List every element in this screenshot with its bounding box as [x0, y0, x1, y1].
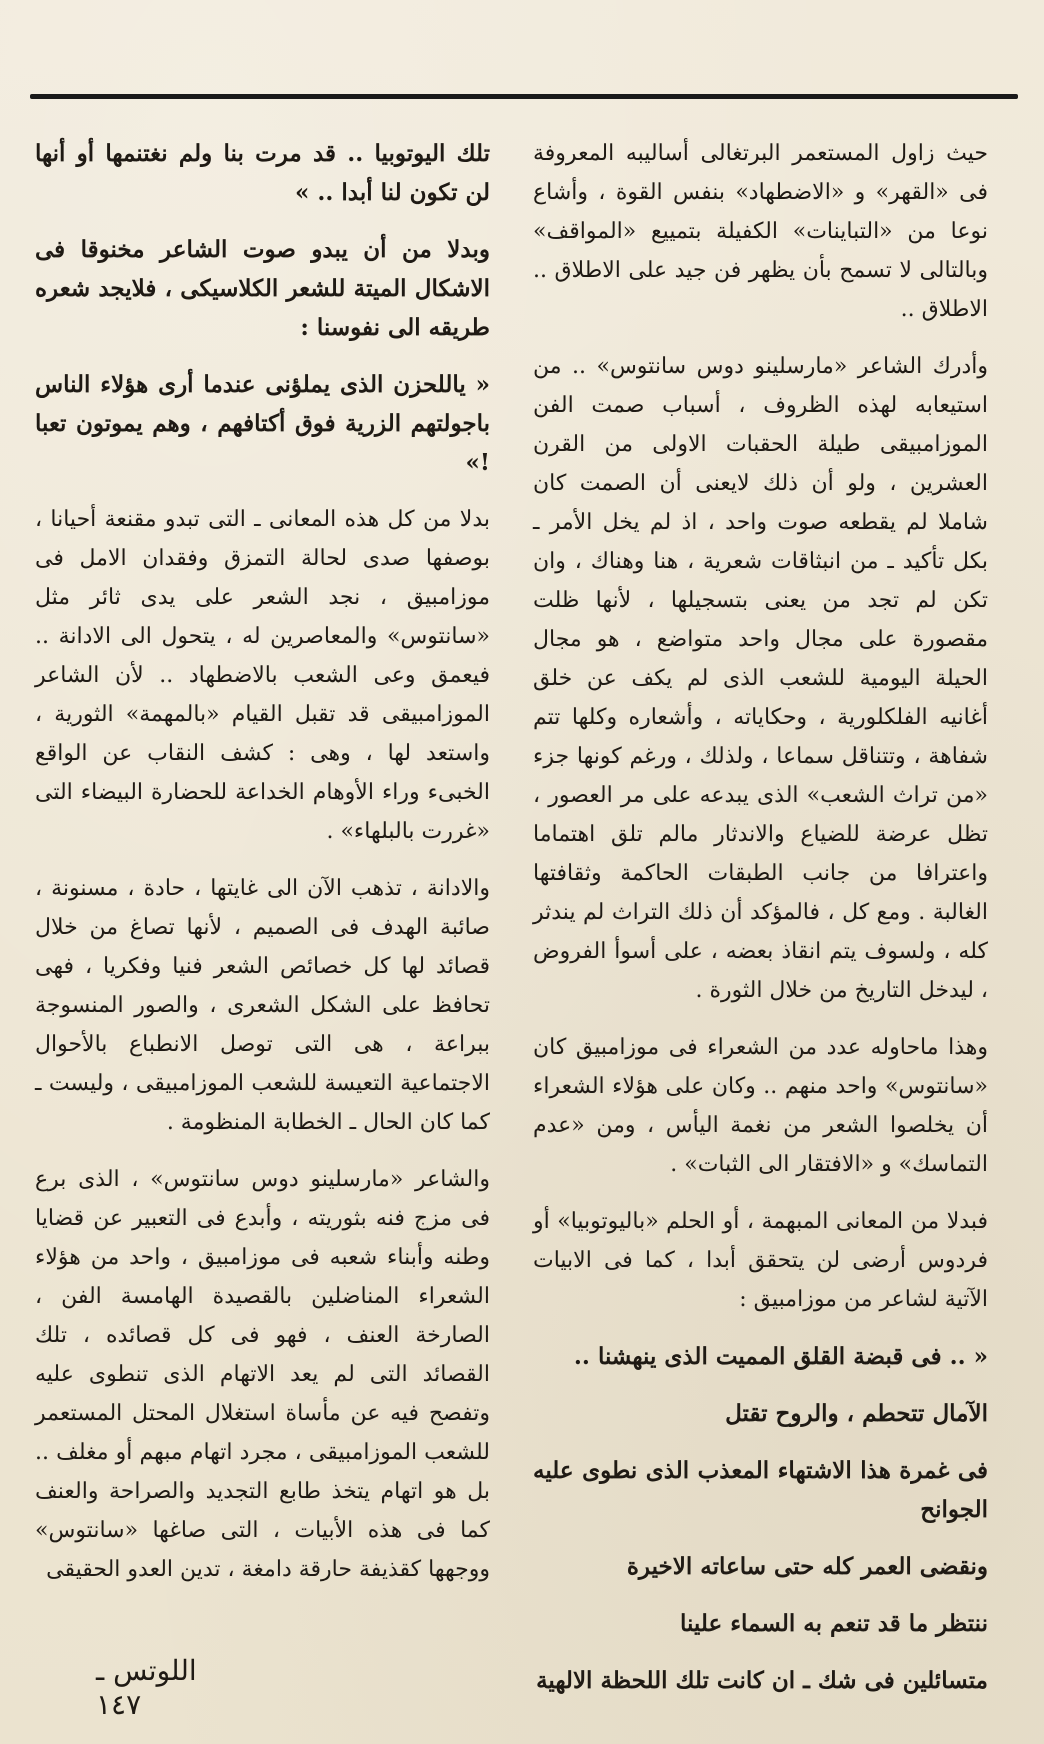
paragraph-3: وهذا ماحاوله عدد من الشعراء فى موزامبيق كان «سانتوس» واحد منهم .. وكان على هؤلاء الشعراء أن يخلصوا الشعر من نغمة اليأس ، ومن «عدم التماسك» و «الافتقار الى الثبات» . [533, 1035, 988, 1177]
top-rule [30, 94, 1018, 99]
verse-line-4: ونقضى العمر كله حتى ساعاته الاخيرة [626, 1553, 988, 1580]
paragraph-4: فبدلا من المعانى المبهمة ، أو الحلم «باليوتوبيا» أو فردوس أرضى لن يتحقق أبدا ، كما فى الابيات الآتية لشاعر من موزامبيق : [533, 1209, 988, 1312]
page-footer: اللوتس ـ ١٤٧ [96, 1654, 197, 1721]
paragraph-left-2: والادانة ، تذهب الآن الى غايتها ، حادة ، مسنونة ، صائبة الهدف فى الصميم ، لأنها تصاغ من خلال قصائد لها كل خصائص الشعر فنيا وفكريا ، فهى تحافظ على الشكل الشعرى ، والصور المنسوجة ببراعة ، هى التى توصل الانطباع بالأحوال الاجتماعية التعيسة للشعب الموزامبيقى ، وليست ـ كما كان الحال ـ الخطابة المنظومة . [35, 876, 490, 1135]
bold-intro: وبدلا من أن يبدو صوت الشاعر مخنوقا فى الاشكال الميتة للشعر الكلاسيكى ، فلايجد شعره طريقه الى نفوسنا : [35, 236, 490, 341]
left-column [35, 134, 490, 1582]
verse-line-5: ننتظر ما قد تنعم به السماء علينا [679, 1610, 988, 1637]
bold-quote: « ياللحزن الذى يملؤنى عندما أرى هؤلاء الناس باجولتهم الزرية فوق أكتافهم ، وهم يموتون تعبا !» [35, 371, 490, 476]
verse-line-3: فى غمرة هذا الاشتهاء المعذب الذى نطوى عليه الجوانح [533, 1457, 988, 1523]
verse-line-1: « .. فى قبضة القلق المميت الذى ينهشنا .. [573, 1343, 988, 1370]
right-column [533, 134, 988, 1694]
paragraph-left-3: والشاعر «مارسلينو دوس سانتوس» ، الذى برع فى مزج فنه بثوريته ، وأبدع فى التعبير عن قضايا وطنه وأبناء شعبه فى موزامبيق ، واحد من هؤلاء الشعراء المناضلين بالقصيدة الهامسة الفن ، الصارخة العنف ، فهو فى كل قصائده ، تلك القصائد التى لم يعد الاتهام الذى تنطوى عليه وتفصح فيه عن مأساة استغلال المحتل المستعمر للشعب الموزامبيقى ، مجرد اتهام مبهم أو مغلف .. بل هو اتهام يتخذ طابع التجديد والصراحة والعنف كما فى هذه الأبيات ، التى صاغها «سانتوس» ووجهها كقذيفة حارقة دامغة ، تدين العدو الحقيقى [35, 1167, 490, 1582]
verse-line-2: الآمال تتحطم ، والروح تقتل [725, 1400, 988, 1427]
paragraph-left-1: بدلا من كل هذه المعانى ـ التى تبدو مقنعة أحيانا ، بوصفها صدى لحالة التمزق وفقدان الامل فى موزامبيق ، نجد الشعر على يدى ثائر مثل «سانتوس» والمعاصرين له ، يتحول الى الادانة .. فيعمق وعى الشعب بالاضطهاد .. لأن الشاعر الموزامبيقى قد تقبل القيام «بالمهمة» الثورية ، واستعد لها ، وهى : كشف النقاب عن الواقع الخبىء وراء الأوهام الخداعة للحضارة البيضاء التى «غررت بالبلهاء» . [35, 507, 490, 844]
verse-line-6: متسائلين فى شك ـ ان كانت تلك اللحظة الالهية [536, 1667, 988, 1694]
paragraph-1: حيث زاول المستعمر البرتغالى أساليبه المعروفة فى «القهر» و «الاضطهاد» بنفس القوة ، وأشاع نوعا من «التباينات» الكفيلة بتمييع «المواقف» وبالتالى لا تسمح بأن يظهر فن جيد على الاطلاق .. الاطلاق .. [533, 141, 988, 322]
verse-continuation: تلك اليوتوبيا .. قد مرت بنا ولم نغتنمها أو أنها لن تكون لنا أبدا .. » [35, 140, 490, 206]
paragraph-2: وأدرك الشاعر «مارسلينو دوس سانتوس» .. من استيعابه لهذه الظروف ، أسباب صمت الفن الموزامبيقى طيلة الحقبات الاولى من القرن العشرين ، ولو أن ذلك لايعنى أن الصمت كان شاملا لم يقطعه صوت واحد ، اذ لم يخل الأمر ـ بكل تأكيد ـ من انبثاقات شعرية ، هنا وهناك ، وان تكن لم تجد من يعنى بتسجيلها ، لأنها ظلت مقصورة على مجال واحد متواضع ، هو مجال الحيلة اليومية للشعب الذى لم يكف عن خلق أغانيه الفلكلورية ، وحكاياته ، وأشعاره وكلها تتم شفاهة ، وتتناقل سماعا ، ولذلك ، ورغم كونها جزء «من تراث الشعب» الذى يبدعه على مر العصور ، تظل عرضة للضياع والاندثار مالم تلق اهتماما واعترافا من جانب الطبقات الحاكمة وثقافتها الغالبة . ومع كل ، فالمؤكد أن ذلك التراث لم يندثر كله ، ولسوف يتم انقاذ بعضه ، على أسوأ الفروض ، ليدخل التاريخ من خلال الثورة . [533, 354, 988, 1003]
